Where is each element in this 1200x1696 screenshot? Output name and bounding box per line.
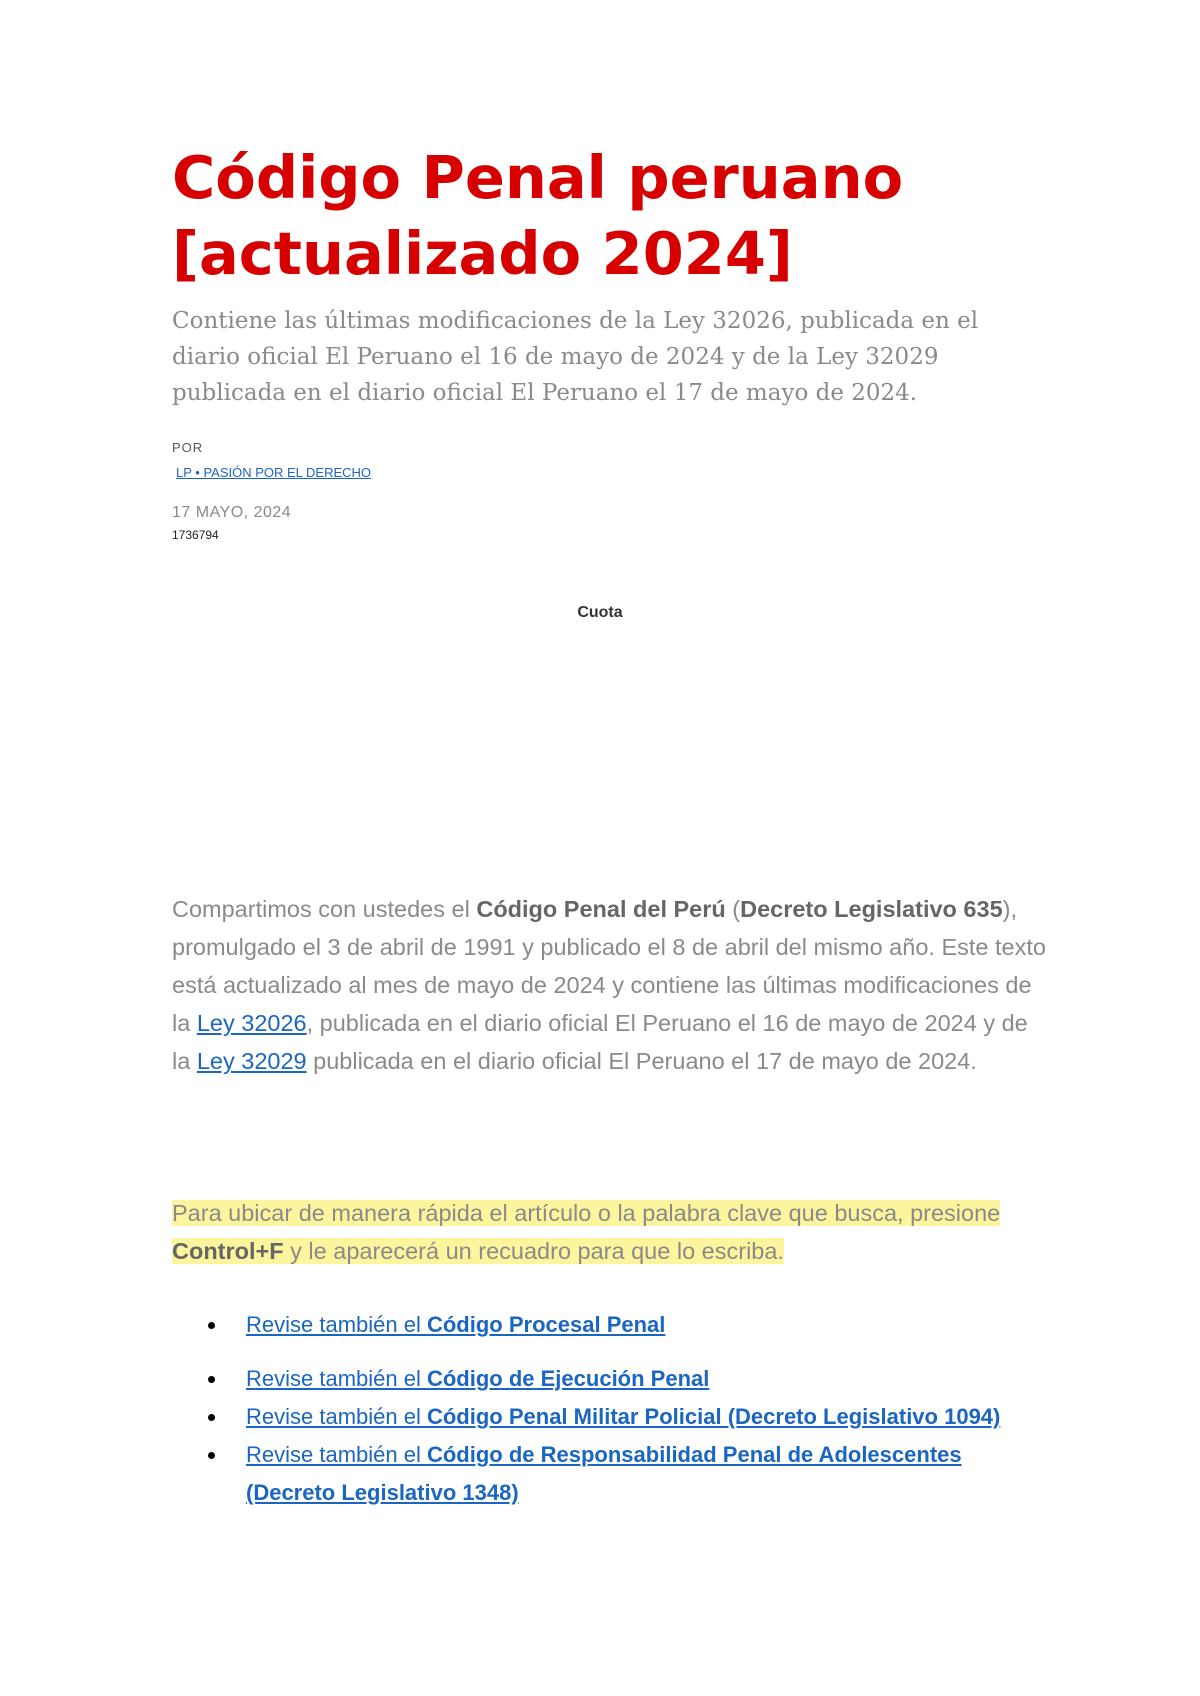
list-item	[172, 1360, 1052, 1398]
intro-bold-code: Código Penal del Perú	[476, 896, 726, 922]
bullet-icon	[208, 1414, 215, 1421]
link-prefix: Revise también el	[246, 1366, 427, 1391]
tip-text: y le aparecerá un recuadro para que lo escriba.	[283, 1238, 784, 1264]
by-label: POR	[172, 440, 204, 455]
related-link-adolescentes[interactable]	[246, 1442, 962, 1505]
intro-bold-decree: Decreto Legislativo 635	[740, 896, 1003, 922]
link-prefix: Revise también el	[246, 1312, 427, 1337]
highlighted-tip	[172, 1200, 1000, 1264]
ley-32029-link[interactable]: Ley 32029	[196, 1048, 307, 1074]
link-prefix: Revise también el	[246, 1442, 427, 1467]
intro-text: Compartimos con ustedes el	[172, 896, 477, 922]
intro-text: publicada en el diario oficial El Peruano el 17 de mayo de 2024.	[306, 1048, 977, 1074]
bullet-icon	[208, 1376, 215, 1383]
publish-date: 17 MAYO, 2024	[172, 504, 292, 521]
intro-text: (	[725, 896, 741, 922]
link-bold: Código Procesal Penal	[426, 1312, 666, 1337]
tip-shortcut: Control+F	[172, 1238, 284, 1264]
related-link-procesal-penal[interactable]	[246, 1312, 665, 1337]
link-bold: Código Penal Militar Policial (Decreto Legislativo 1094)	[426, 1404, 1001, 1429]
bullet-icon	[208, 1322, 215, 1329]
bullet-icon	[208, 1452, 215, 1459]
share-button[interactable]: Cuota	[577, 604, 623, 621]
related-link-ejecucion-penal[interactable]	[246, 1366, 709, 1391]
search-tip	[172, 1194, 1052, 1270]
list-item	[172, 1306, 1052, 1344]
article-title: Código Penal peruano [actualizado 2024]	[172, 143, 904, 288]
link-prefix: Revise también el	[246, 1404, 427, 1429]
list-item	[172, 1436, 1052, 1512]
list-item	[172, 1398, 1052, 1436]
intro-text: ), promulgado el 3 de abril de 1991 y publicado el 8 de abril del mismo año. Este texto está actualizado al mes de mayo de 2024 y contiene las últimas modificaciones de la	[172, 896, 1046, 1036]
author-link[interactable]: LP • PASIÓN POR EL DERECHO	[176, 465, 372, 480]
link-bold: Código de Ejecución Penal	[426, 1366, 710, 1391]
ley-32026-link[interactable]: Ley 32026	[196, 1010, 307, 1036]
intro-paragraph	[172, 890, 1052, 1080]
related-link-penal-militar[interactable]	[246, 1404, 1000, 1429]
view-count: 1736794	[172, 528, 219, 542]
link-bold: Código de Responsabilidad Penal de Adolescentes (Decreto Legislativo 1348)	[246, 1442, 962, 1505]
related-links-list	[172, 1306, 1052, 1512]
tip-text: Para ubicar de manera rápida el artículo o la palabra clave que busca, presione	[172, 1200, 1001, 1226]
article-subtitle: Contiene las últimas modificaciones de la Ley 32026, publicada en el diario oficial El Peruano el 16 de mayo de 2024 y de la Ley 32029 publicada en el diario oficial El Peruano el 17 de mayo de 2024.	[172, 308, 979, 406]
intro-text: , publicada en el diario oficial El Peruano el 16 de mayo de 2024 y de la	[172, 1010, 1028, 1074]
